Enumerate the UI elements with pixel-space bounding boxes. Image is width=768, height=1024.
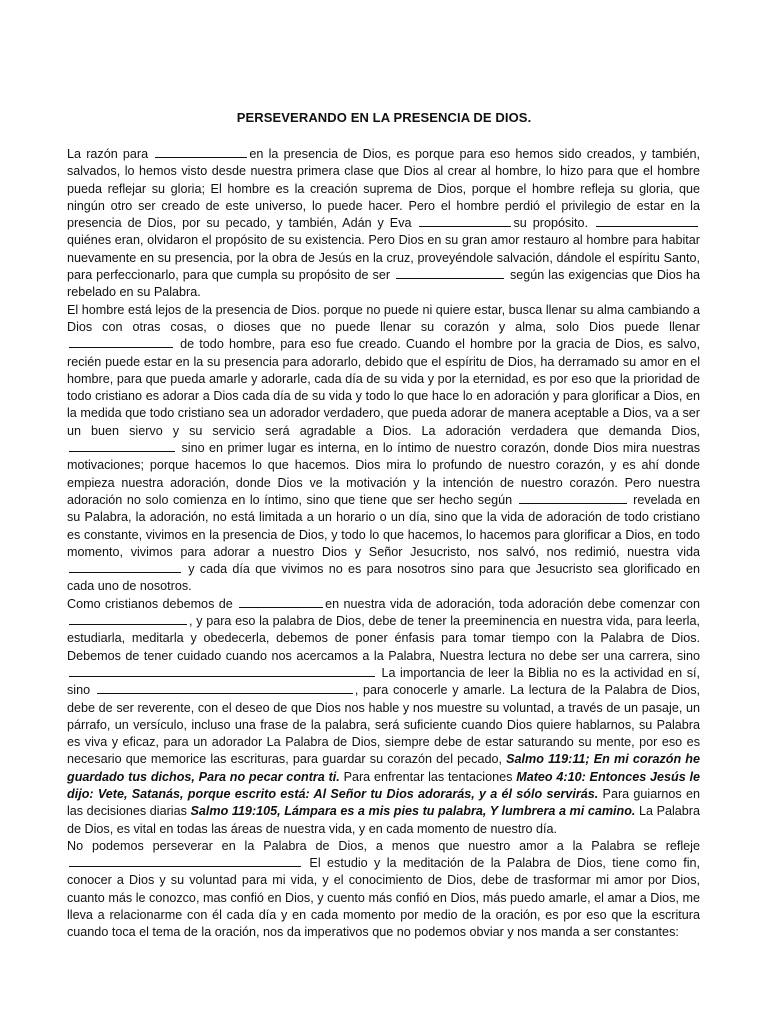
- paragraph-text: El estudio y la meditación de la Palabra de Dios, tiene como fin, conocer a Dios y su voluntad para mi vida, y el conocimiento de Dios, debe de trasformar mi amor por Dios, cuanto más le conozco, mas confió en Dios, y cuento más confió en Dios, más puedo amarle, el amar a Dios, me lleva a relacionarme con él cada día y en cada momento por medio de la oración, es por eso que la escritura cuando toca el tema de la oración, nos da imperativos que no podemos obviar y nos manda a ser constantes:: [67, 856, 701, 940]
- paragraph-text: según las exigencias que Dios ha rebelado en su Palabra.: [67, 268, 701, 300]
- fill-blank[interactable]: [97, 682, 353, 694]
- paragraph-text: Como cristianos debemos de: [67, 596, 233, 611]
- paragraph-text: Para guiarnos en las decisiones diarias: [67, 786, 700, 819]
- fill-blank[interactable]: [69, 440, 175, 452]
- fill-blank[interactable]: [69, 561, 181, 573]
- paragraph-1: [67, 146, 700, 302]
- paragraph-text: La importancia de leer la Biblia no es la actividad en sí, sino: [67, 665, 700, 698]
- paragraph-text: en nuestra vida de adoración, toda adoración debe comenzar con: [325, 596, 700, 611]
- paragraph-text: La Palabra de Dios, es vital en todas las áreas de nuestra vida, y en cada momento de nuestro día.: [67, 804, 701, 836]
- paragraph-text: revelada en su Palabra, la adoración, no está limitada a un horario o un día, sino que la vida de adoración de todo cristiano es constante, vivimos en la presencia de Dios, y todo lo que hacemos, lo hacemos para glorificar a Dios, en todo momento, vivimos para adorar a nuestro Dios y Señor Jesucristo, nos salvó, nos redimió, nuestra vida: [67, 492, 700, 559]
- paragraph-text: sino en primer lugar es interna, en lo íntimo de nuestro corazón, donde Dios mira nuestras motivaciones; porque hacemos lo que hacemos. Dios mira lo profundo de nuestro corazón, y es ahí donde empieza nuestra adoración, donde Dios ve la motivación y la intención de nuestro corazón. Pero nuestra adoración no solo comienza en lo íntimo, sino que tiene que ser hecho según: [67, 441, 700, 507]
- document-body: [67, 146, 700, 942]
- paragraph-text: quiénes eran, olvidaron el propósito de su existencia. Pero Dios en su gran amor restauro al hombre para habitar nuevamente en su presencia, por la obra de Jesús en la cruz, proveyéndole salvación, dándole el espíritu Santo, para perfeccionarlo, para que cumpla su propósito de ser: [67, 233, 700, 283]
- paragraph-text: , para conocerle y amarle. La lectura de la Palabra de Dios, debe de ser reverente, con el deseo de que Dios nos hable y nos muestre su voluntad, a través de un pasaje, un párrafo, un versículo, incluso una frase de la palabra, será suficiente cuando Dios quiere hablarnos, su Palabra es viva y eficaz, para un adorador La Palabra de Dios, siempre debe de estar saturando su mente, por eso es necesario que memorice las escrituras, para guardar su corazón del pecado,: [67, 683, 700, 767]
- paragraph-text: de todo hombre, para eso fue creado. Cuando el hombre por la gracia de Dios, es salvo, recién puede estar en la su presencia para adorarlo, debido que el espíritu de Dios, ha derramado su amor en el hombre, para que pueda amarle y adorarle, cada día de su vida y por la eternidad, es por eso que la prioridad de todo cristiano es adorar a Dios cada día de su vida y todo lo que hace lo en adoración y para glorificar a Dios, en la medida que todo cristiano sea un adorador verdadero, que pueda adorar de manera aceptable a Dios, va a ser un buen siervo y su servicio será agradable a Dios. La adoración verdadera que demanda Dios,: [67, 337, 700, 438]
- paragraph-text: No podemos perseverar en la Palabra de Dios, a menos que nuestro amor a la Palabra se refleje: [67, 838, 700, 853]
- scripture-quote: Salmo 119:11; En mi corazón he guardado tus dichos, Para no pecar contra ti.: [67, 752, 700, 784]
- document-title: PERSEVERANDO EN LA PRESENCIA DE DIOS.: [236, 110, 532, 125]
- fill-blank[interactable]: [155, 146, 247, 158]
- fill-blank[interactable]: [69, 855, 301, 867]
- fill-blank[interactable]: [519, 492, 627, 504]
- scripture-quote: Salmo 119:105, Lámpara es a mis pies tu palabra, Y lumbrera a mi camino.: [190, 804, 636, 819]
- paragraph-text: Para enfrentar las tentaciones: [343, 769, 513, 784]
- fill-blank[interactable]: [69, 665, 375, 677]
- paragraph-text: y cada día que vivimos no es para nosotros sino para que Jesucristo sea glorificado en cada uno de nosotros.: [67, 562, 701, 594]
- paragraph-4: [67, 838, 700, 942]
- paragraph-2: [67, 302, 700, 596]
- paragraph-text: El hombre está lejos de la presencia de Dios. porque no puede ni quiere estar, busca llenar su alma cambiando a Dios con otras cosas, o dioses que no puede llenar su corazón y alma, solo Dios puede llenar: [67, 302, 700, 334]
- paragraph-text: su propósito.: [513, 216, 589, 231]
- fill-blank[interactable]: [69, 613, 187, 625]
- fill-blank[interactable]: [396, 267, 504, 279]
- paragraph-text: , y para eso la palabra de Dios, debe de tener la preeminencia en nuestra vida, para leerla, estudiarla, meditarla y obedecerla, debemos de poner énfasis para tomar tiempo con la Palabra de Dios. Debemos de tener cuidado cuando nos acercamos a la Palabra, Nuestra lectura no debe ser una carrera, sino: [67, 614, 700, 663]
- fill-blank[interactable]: [69, 336, 173, 348]
- fill-blank[interactable]: [239, 596, 323, 608]
- paragraph-3: [67, 596, 700, 838]
- fill-blank[interactable]: [419, 215, 511, 227]
- paragraph-text: La razón para: [67, 147, 149, 161]
- scripture-quote: Mateo 4:10: Entonces Jesús le dijo: Vete, Satanás, porque escrito está: Al Señor tu Dios adorarás, y a él sólo servirás.: [67, 769, 700, 801]
- fill-blank[interactable]: [596, 215, 698, 227]
- paragraph-text: en la presencia de Dios, es porque para eso hemos sido creados, y también, salvados, lo hemos visto desde nuestra primera clase que Dios al crear al hombre, lo hizo para que el hombre pueda reflejar su gloria; El hombre es la creación suprema de Dios, porque el hombre refleja su gloria, que ningún otro ser creado de este universo, lo puede hacer. Pero el hombre perdió el privilegio de estar en la presencia de Dios, por su pecado, y también, Adán y Eva: [67, 147, 701, 231]
